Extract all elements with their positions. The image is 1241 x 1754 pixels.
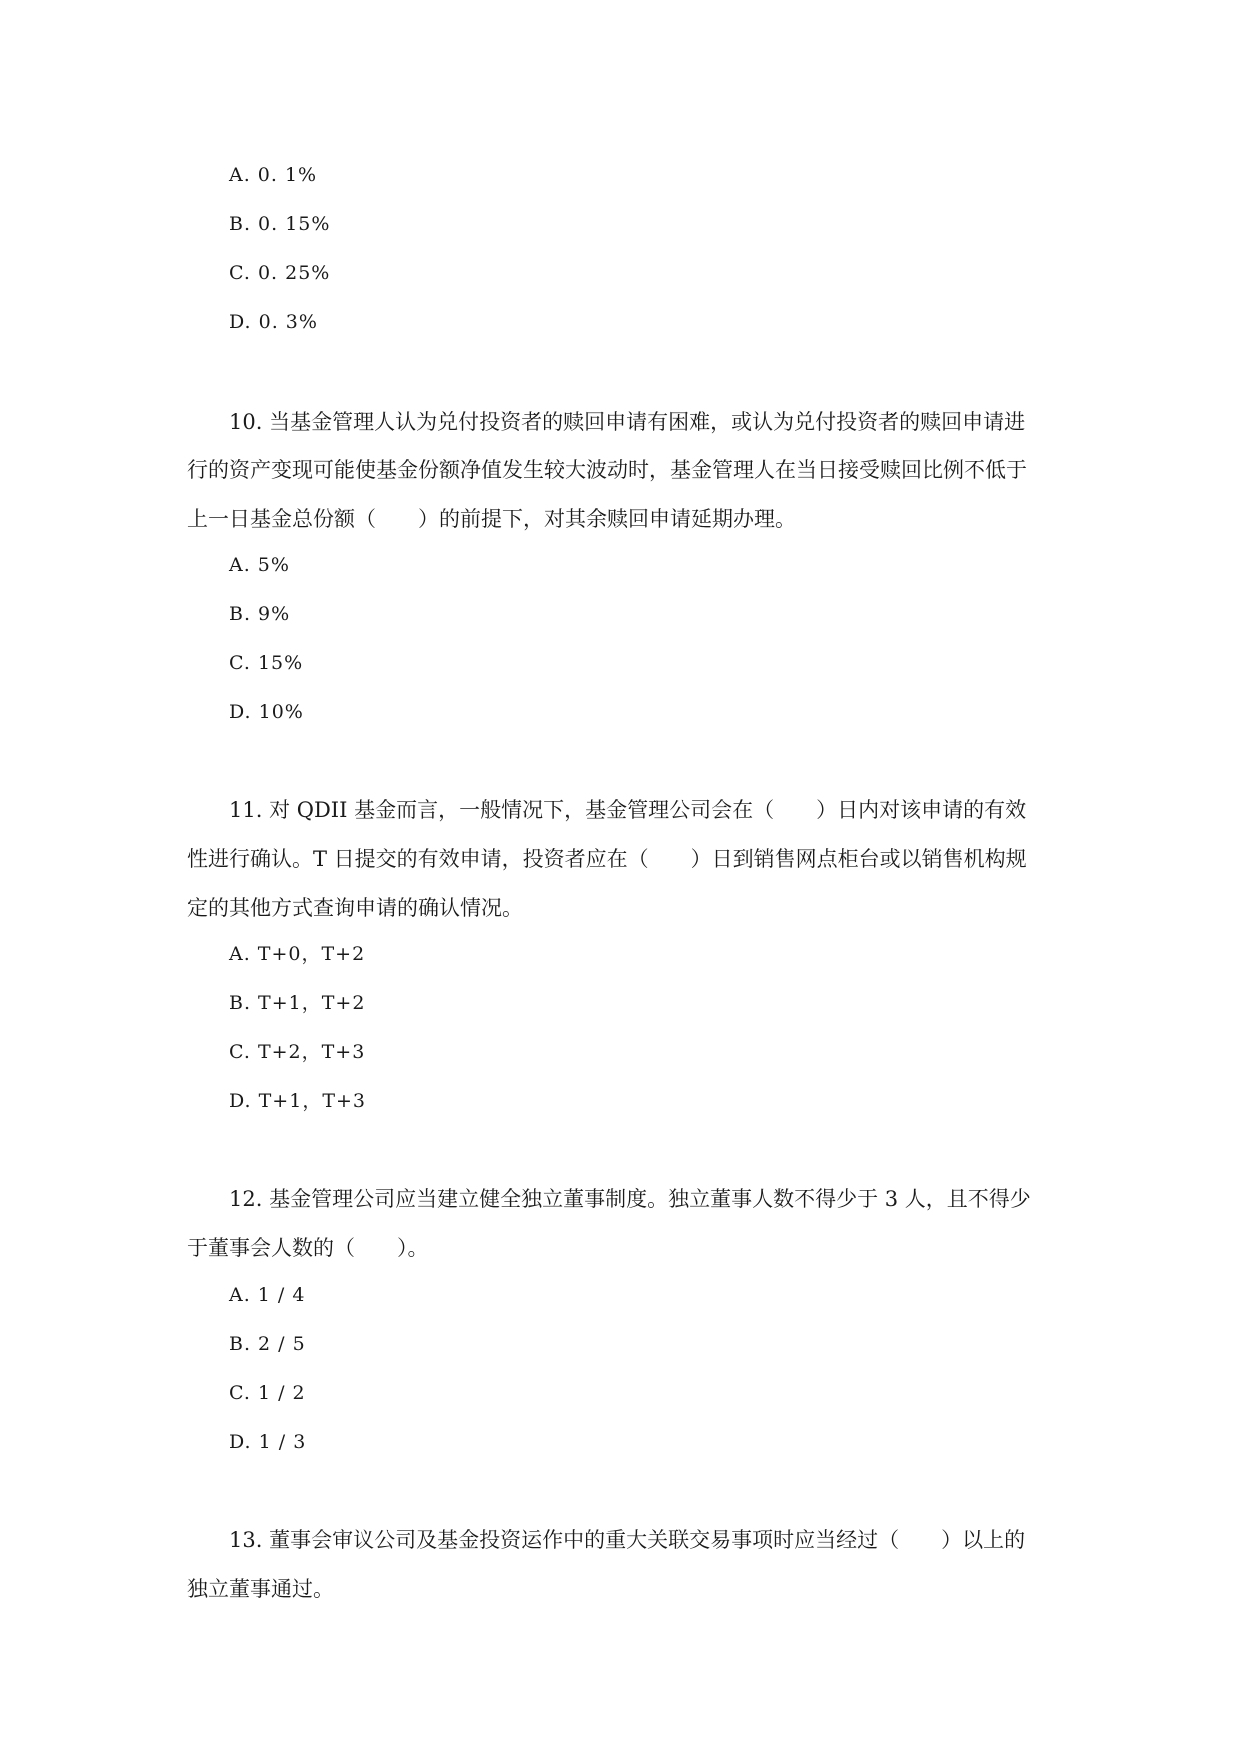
- question-12-option-d: D. 1 / 3: [229, 1431, 307, 1453]
- question-10-option-c: C. 15%: [229, 652, 304, 674]
- question-11-option-a: A. T+0，T+2: [229, 943, 366, 965]
- question-10-line-1: 10. 当基金管理人认为兑付投资者的赎回申请有困难，或认为兑付投资者的赎回申请进: [229, 410, 1026, 434]
- prev-question-option-d: D. 0. 3%: [229, 311, 318, 333]
- question-11-line-2: 性进行确认。T 日提交的有效申请，投资者应在（ ）日到销售网点柜台或以销售机构规: [187, 847, 1027, 871]
- question-10-line-3: 上一日基金总份额（ ）的前提下，对其余赎回申请延期办理。: [187, 507, 796, 531]
- question-10-option-d: D. 10%: [229, 701, 304, 723]
- question-11-line-3: 定的其他方式查询申请的确认情况。: [187, 896, 523, 920]
- prev-question-option-c: C. 0. 25%: [229, 262, 331, 284]
- question-10-option-b: B. 9%: [229, 603, 291, 625]
- question-13-line-2: 独立董事通过。: [187, 1577, 334, 1601]
- prev-question-option-b: B. 0. 15%: [229, 213, 331, 235]
- prev-question-option-a: A. 0. 1%: [229, 164, 318, 186]
- question-11-option-b: B. T+1，T+2: [229, 992, 366, 1014]
- question-13-line-1: 13. 董事会审议公司及基金投资运作中的重大关联交易事项时应当经过（ ）以上的: [229, 1528, 1026, 1552]
- question-12-option-a: A. 1 / 4: [229, 1284, 306, 1306]
- question-11-option-c: C. T+2，T+3: [229, 1041, 366, 1063]
- question-11-option-d: D. T+1，T+3: [229, 1090, 366, 1112]
- question-12-line-2: 于董事会人数的（ ）。: [187, 1236, 429, 1260]
- question-12-option-b: B. 2 / 5: [229, 1333, 306, 1355]
- question-12-line-1: 12. 基金管理公司应当建立健全独立董事制度。独立董事人数不得少于 3 人，且不得少: [229, 1187, 1031, 1211]
- question-12-option-c: C. 1 / 2: [229, 1382, 306, 1404]
- question-10-option-a: A. 5%: [229, 554, 290, 576]
- question-11-line-1: 11. 对 QDII 基金而言，一般情况下，基金管理公司会在（ ）日内对该申请的有效: [229, 798, 1027, 822]
- question-10-line-2: 行的资产变现可能使基金份额净值发生较大波动时，基金管理人在当日接受赎回比例不低于: [187, 458, 1027, 482]
